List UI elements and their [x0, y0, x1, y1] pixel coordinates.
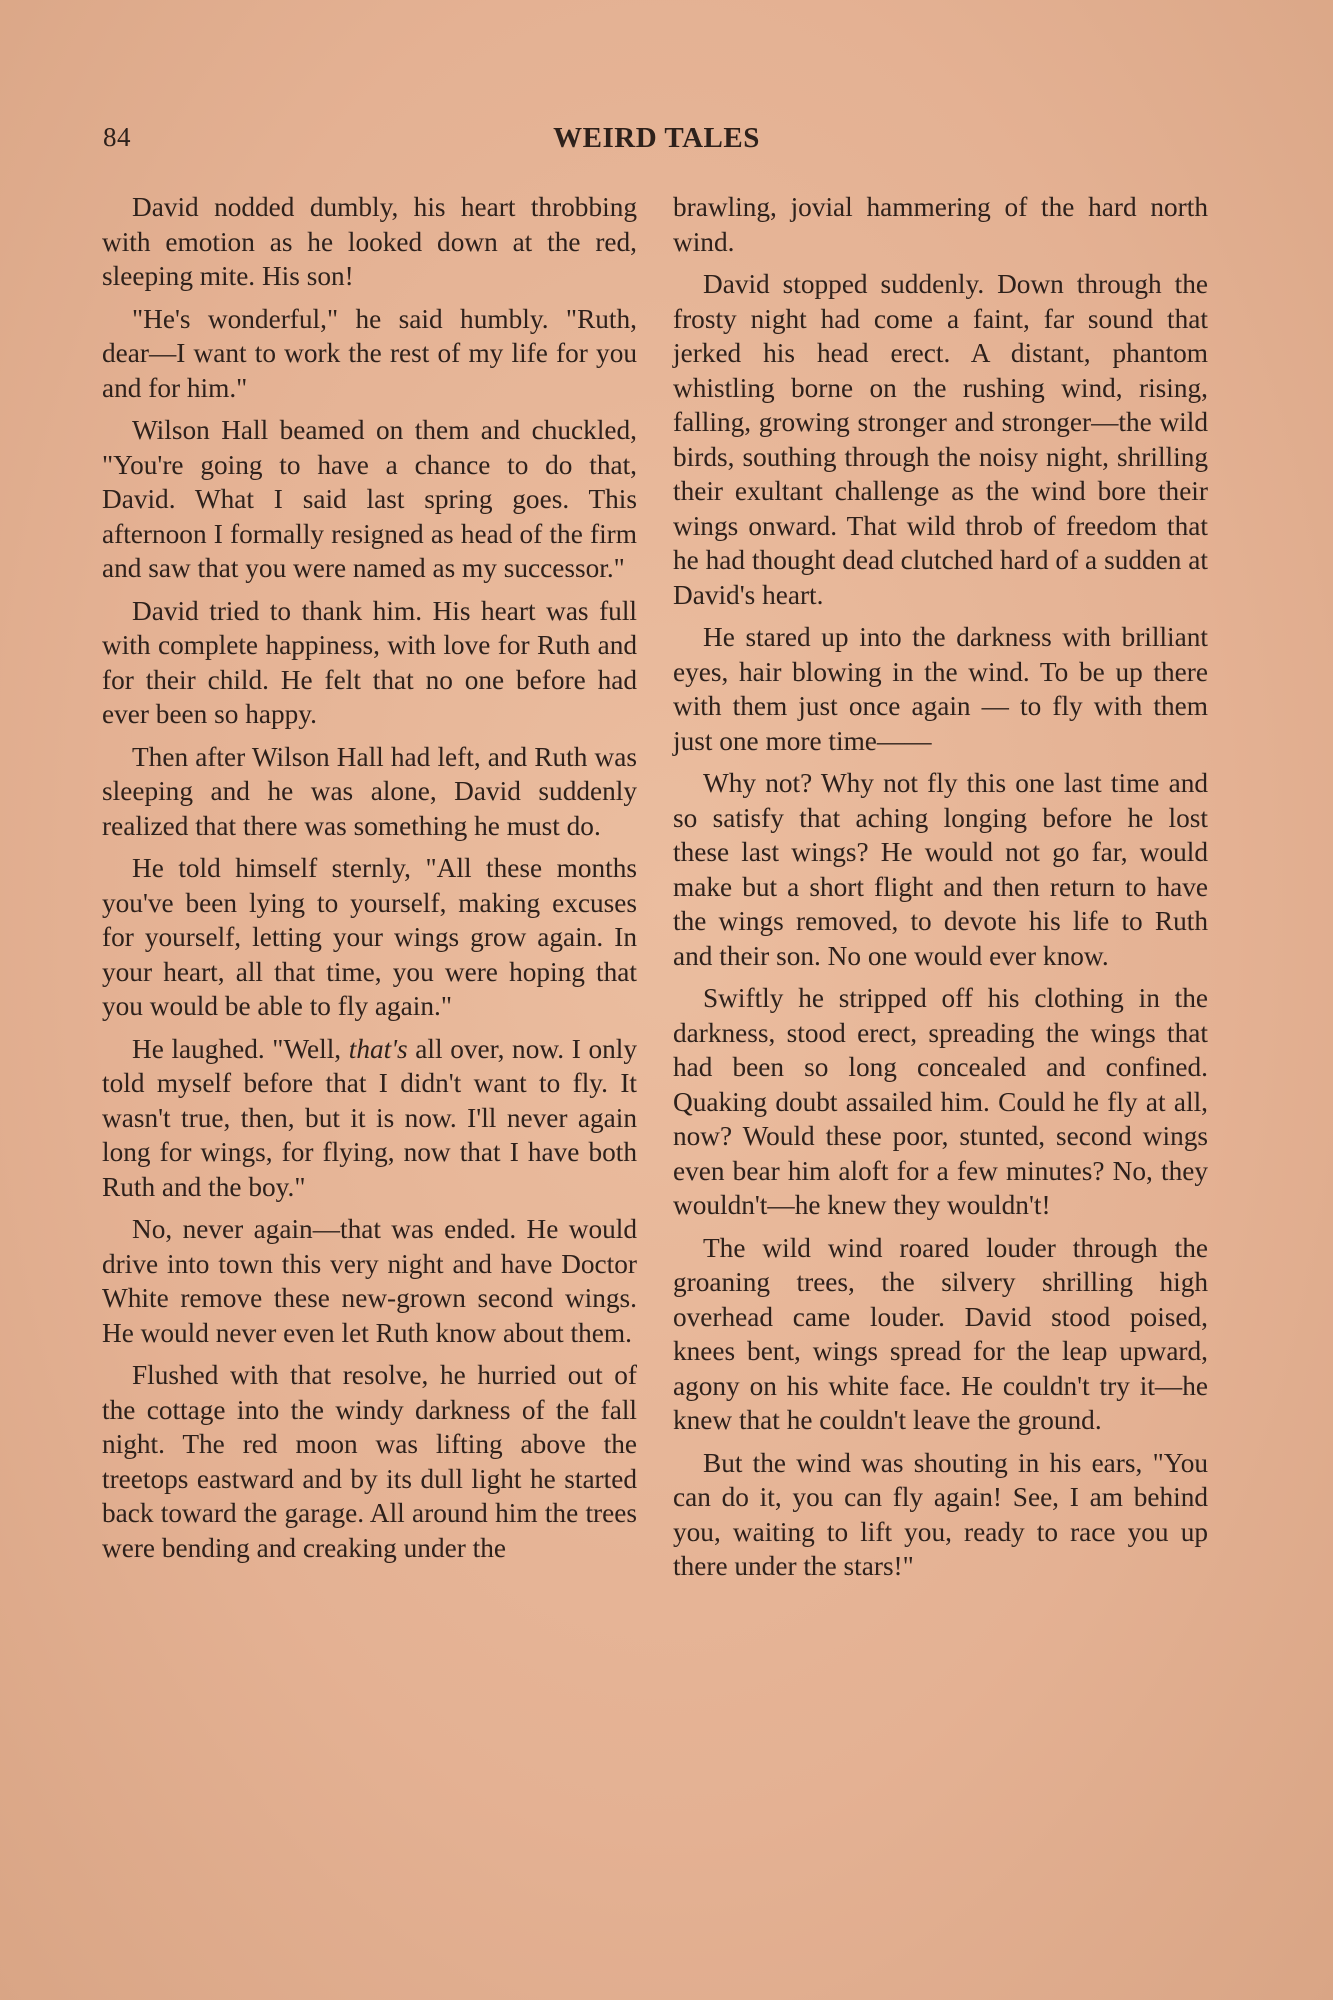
paragraph-continuation: brawling, jovial hammering of the hard north wind. [673, 192, 1208, 257]
left-column [102, 190, 637, 1573]
emphasis-text: that's [348, 1033, 408, 1064]
paragraph: David stopped suddenly. Down through the frosty night had come a faint, far sound that jerked his head erect. A distant, phantom whistling borne on the rushing wind, rising, falling, growing stronger and stronger—the wild birds, southing through the noisy night, shrilling their exultant challenge as the wind bore their wings onward. That wild throb of freedom that he had thought dead clutched hard of a sudden at David's heart. [673, 269, 1208, 610]
paragraph: Swiftly he stripped off his clothing in the darkness, stood erect, spreading the wings that had been so long concealed and confined. Quaking doubt assailed him. Could he fly at all, now? Would these poor, stunted, second wings even bear him aloft for a few minutes? No, they wouldn't—he knew they wouldn't! [673, 983, 1208, 1220]
paragraph-text: He laughed. "Well, [132, 1033, 349, 1064]
paragraph: The wild wind roared louder through the groaning trees, the silvery shrilling high overhead came louder. David stood poised, knees bent, wings spread for the leap upward, agony on his white face. He couldn't try it—he knew that he couldn't leave the ground. [673, 1232, 1208, 1435]
paragraph-text: all over, now. I only told myself before that I didn't want to fly. It wasn't true, then, but it is now. I'll never again long for wings, for flying, now that I have both Ruth and the boy." [102, 1033, 637, 1202]
paragraph: He told himself sternly, "All these months you've been lying to yourself, making excuses for yourself, letting your wings grow again. In your heart, all that time, you were hoping that you would be able to fly again." [102, 853, 637, 1021]
paragraph: He stared up into the darkness with brilliant eyes, hair blowing in the wind. To be up there with them just once again — to fly with them just one more time—— [673, 622, 1208, 756]
paragraph: "He's wonderful," he said humbly. "Ruth, dear—I want to work the rest of my life for you and for him." [102, 303, 637, 403]
page-header [103, 122, 1210, 166]
paragraph: No, never again—that was ended. He would drive into town this very night and have Doctor White remove these new-grown second wings. He would never even let Ruth know about them. [102, 1214, 637, 1348]
paragraph: David nodded dumbly, his heart throbbing with emotion as he looked down at the red, sleeping mite. His son! [102, 192, 637, 291]
paragraph: David tried to thank him. His heart was full with complete happiness, with love for Ruth and for their child. He felt that no one before had ever been so happy. [102, 595, 637, 729]
paragraph [102, 1032, 637, 1205]
paragraph: Then after Wilson Hall had left, and Ruth was sleeping and he was alone, David suddenly realized that there was something he must do. [102, 741, 637, 841]
paragraph: Flushed with that resolve, he hurried out of the cottage into the windy darkness of the fall night. The red moon was lifting above the treetops eastward and by its dull light he started back toward the garage. All around him the trees were bending and creaking under the [102, 1360, 637, 1563]
right-column [673, 190, 1208, 1592]
running-title: WEIRD TALES [553, 122, 760, 154]
paragraph: Wilson Hall beamed on them and chuckled, "You're going to have a chance to do that, David. What I said last spring goes. This afternoon I formally resigned as head of the firm and saw that you were named as my successor." [102, 415, 637, 583]
paragraph: But the wind was shouting in his ears, "You can do it, you can fly again! See, I am behind you, waiting to lift you, ready to race you up there under the stars!" [673, 1447, 1208, 1581]
page-number: 84 [103, 122, 131, 152]
paragraph: Why not? Why not fly this one last time and so satisfy that aching longing before he lost these last wings? He would not go far, would make but a short flight and then return to have the wings removed, to devote his life to Ruth and their son. No one would ever know. [673, 768, 1208, 971]
